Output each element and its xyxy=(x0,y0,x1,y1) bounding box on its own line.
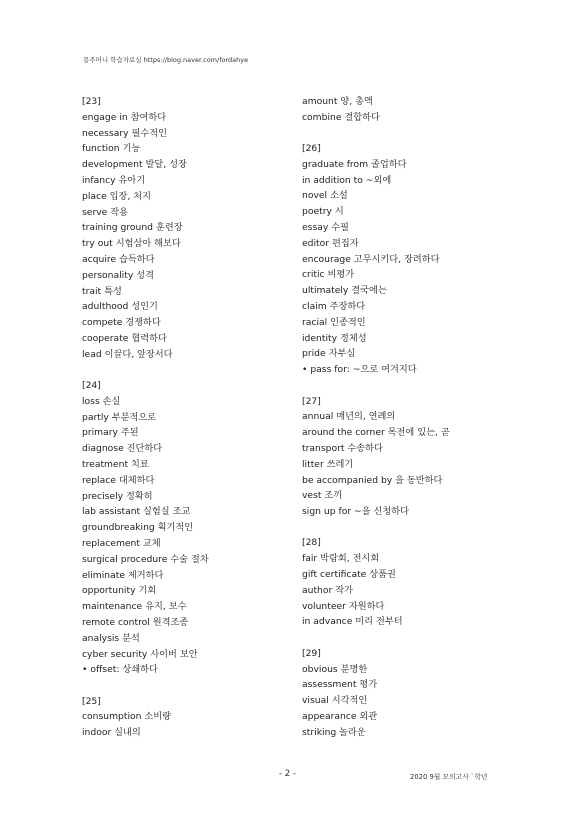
exam-label: 2020 9월 모의고사 `학년 xyxy=(410,773,488,781)
vocab-entry: replacement 교체 xyxy=(82,538,161,550)
section-number: [29] xyxy=(302,647,321,659)
vocab-entry: pride 자부심 xyxy=(302,348,356,360)
vocab-entry: around the corner 목전에 있는, 곧 xyxy=(302,427,450,439)
vocab-entry: lead 이끌다, 앞장서다 xyxy=(82,348,173,360)
vocab-entry: graduate from 졸업하다 xyxy=(302,158,407,170)
vocab-entry: visual 시각적인 xyxy=(302,695,368,707)
vocab-entry: poetry 시 xyxy=(302,206,344,218)
vocab-entry: try out 시험삼아 해보다 xyxy=(82,238,181,250)
right-column xyxy=(302,94,532,756)
section-number: [24] xyxy=(82,380,101,392)
vocab-entry: development 발달, 성장 xyxy=(82,159,187,171)
vocab-entry: vest 조끼 xyxy=(302,490,343,502)
vocab-entry: engage in 참여하다 xyxy=(82,111,167,123)
vocab-section xyxy=(82,694,312,741)
vocab-entry: racial 인종적인 xyxy=(302,316,366,328)
vocab-entry: editor 편집자 xyxy=(302,237,359,249)
vocab-entry: be accompanied by 을 동반하다 xyxy=(302,474,443,486)
vocab-entry: infancy 유아기 xyxy=(82,174,146,186)
vocab-entry: opportunity 기회 xyxy=(82,585,157,597)
vocab-entry: amount 양, 총액 xyxy=(302,96,373,107)
vocab-entry: novel 소설 xyxy=(302,190,348,202)
vocab-entry: compete 경쟁하다 xyxy=(82,317,161,329)
vocab-entry: fair 박람회, 전시회 xyxy=(302,553,380,565)
vocab-entry: eliminate 제거하다 xyxy=(82,569,164,581)
vocab-entry: litter 쓰레기 xyxy=(302,458,354,470)
vocab-entry: partly 부분적으로 xyxy=(82,411,157,423)
vocab-entry: function 기능 xyxy=(82,143,141,155)
vocab-entry: lab assistant 실험실 조교 xyxy=(82,506,191,518)
vocab-entry: striking 놀라운 xyxy=(302,726,366,738)
vocab-entry: transport 수송하다 xyxy=(302,442,383,454)
vocab-entry: assessment 평가 xyxy=(302,679,378,691)
page-header: 몽주머니 학습자료실 https://blog.naver.com/fordahye xyxy=(83,56,249,64)
vocab-entry: sign up for ~을 신청하다 xyxy=(302,506,410,518)
vocab-section xyxy=(302,646,532,741)
vocab-entry: essay 수필 xyxy=(302,222,349,234)
vocab-entry: necessary 필수적인 xyxy=(82,127,168,139)
vocab-entry: consumption 소비량 xyxy=(82,711,172,723)
vocab-entry: serve 작용 xyxy=(82,206,128,218)
page-number: - 2 - xyxy=(279,769,296,779)
vocab-entry: claim 주장하다 xyxy=(302,301,366,313)
vocab-entry: identity 정체성 xyxy=(302,332,367,344)
vocab-entry: replace 대체하다 xyxy=(82,474,155,486)
vocab-entry: in advance 미리 전부터 xyxy=(302,616,403,628)
vocab-entry: acquire 습득하다 xyxy=(82,253,155,265)
vocab-entry: personality 성격 xyxy=(82,269,154,281)
section-number: [25] xyxy=(82,695,101,707)
vocab-entry: • pass for: ~으로 여겨지다 xyxy=(302,364,417,376)
section-number: [26] xyxy=(302,143,321,155)
vocab-entry: obvious 분명한 xyxy=(302,663,368,675)
vocab-section xyxy=(82,94,312,363)
section-number: [28] xyxy=(302,537,321,549)
section-number: [23] xyxy=(82,96,101,107)
vocab-entry: diagnose 진단하다 xyxy=(82,443,163,455)
vocab-section xyxy=(302,394,532,520)
vocab-section xyxy=(302,94,532,126)
vocab-entry: cyber security 사이버 보안 xyxy=(82,648,198,660)
left-column xyxy=(82,94,312,757)
vocab-entry: volunteer 자원하다 xyxy=(302,600,385,612)
vocab-entry: cooperate 협력하다 xyxy=(82,332,167,344)
vocab-entry: author 작가 xyxy=(302,584,353,596)
vocab-entry: treatment 치료 xyxy=(82,459,149,471)
vocab-entry: appearance 외관 xyxy=(302,710,378,722)
vocab-entry: loss 손실 xyxy=(82,395,121,407)
vocab-entry: • offset: 상쇄하다 xyxy=(82,664,158,676)
vocab-entry: indoor 실내의 xyxy=(82,727,141,739)
vocab-entry: groundbreaking 획기적인 xyxy=(82,522,194,534)
vocab-entry: training ground 훈련장 xyxy=(82,222,183,234)
vocab-entry: combine 결합하다 xyxy=(302,111,380,123)
vocab-entry: encourage 고무시키다, 장려하다 xyxy=(302,253,440,265)
vocab-entry: precisely 정확히 xyxy=(82,490,153,502)
vocab-entry: in addition to ~외에 xyxy=(302,174,392,186)
vocab-entry: analysis 분석 xyxy=(82,632,140,644)
section-number: [27] xyxy=(302,395,321,407)
vocab-entry: primary 주된 xyxy=(82,427,139,439)
vocab-entry: gift certificate 상품권 xyxy=(302,569,396,581)
vocab-section xyxy=(82,378,312,678)
vocab-entry: surgical procedure 수술 절차 xyxy=(82,553,209,565)
vocab-section xyxy=(302,535,532,630)
vocab-section xyxy=(302,141,532,378)
vocab-entry: ultimately 결국에는 xyxy=(302,285,387,297)
vocab-entry: maintenance 유지, 보수 xyxy=(82,601,187,613)
vocab-entry: critic 비평가 xyxy=(302,269,355,281)
vocab-entry: place 입장, 처지 xyxy=(82,190,151,202)
vocab-entry: remote control 원격조종 xyxy=(82,617,189,628)
vocab-entry: annual 매년의, 연례의 xyxy=(302,411,396,423)
vocab-entry: trait 특성 xyxy=(82,285,122,297)
vocab-entry: adulthood 성인기 xyxy=(82,301,158,313)
